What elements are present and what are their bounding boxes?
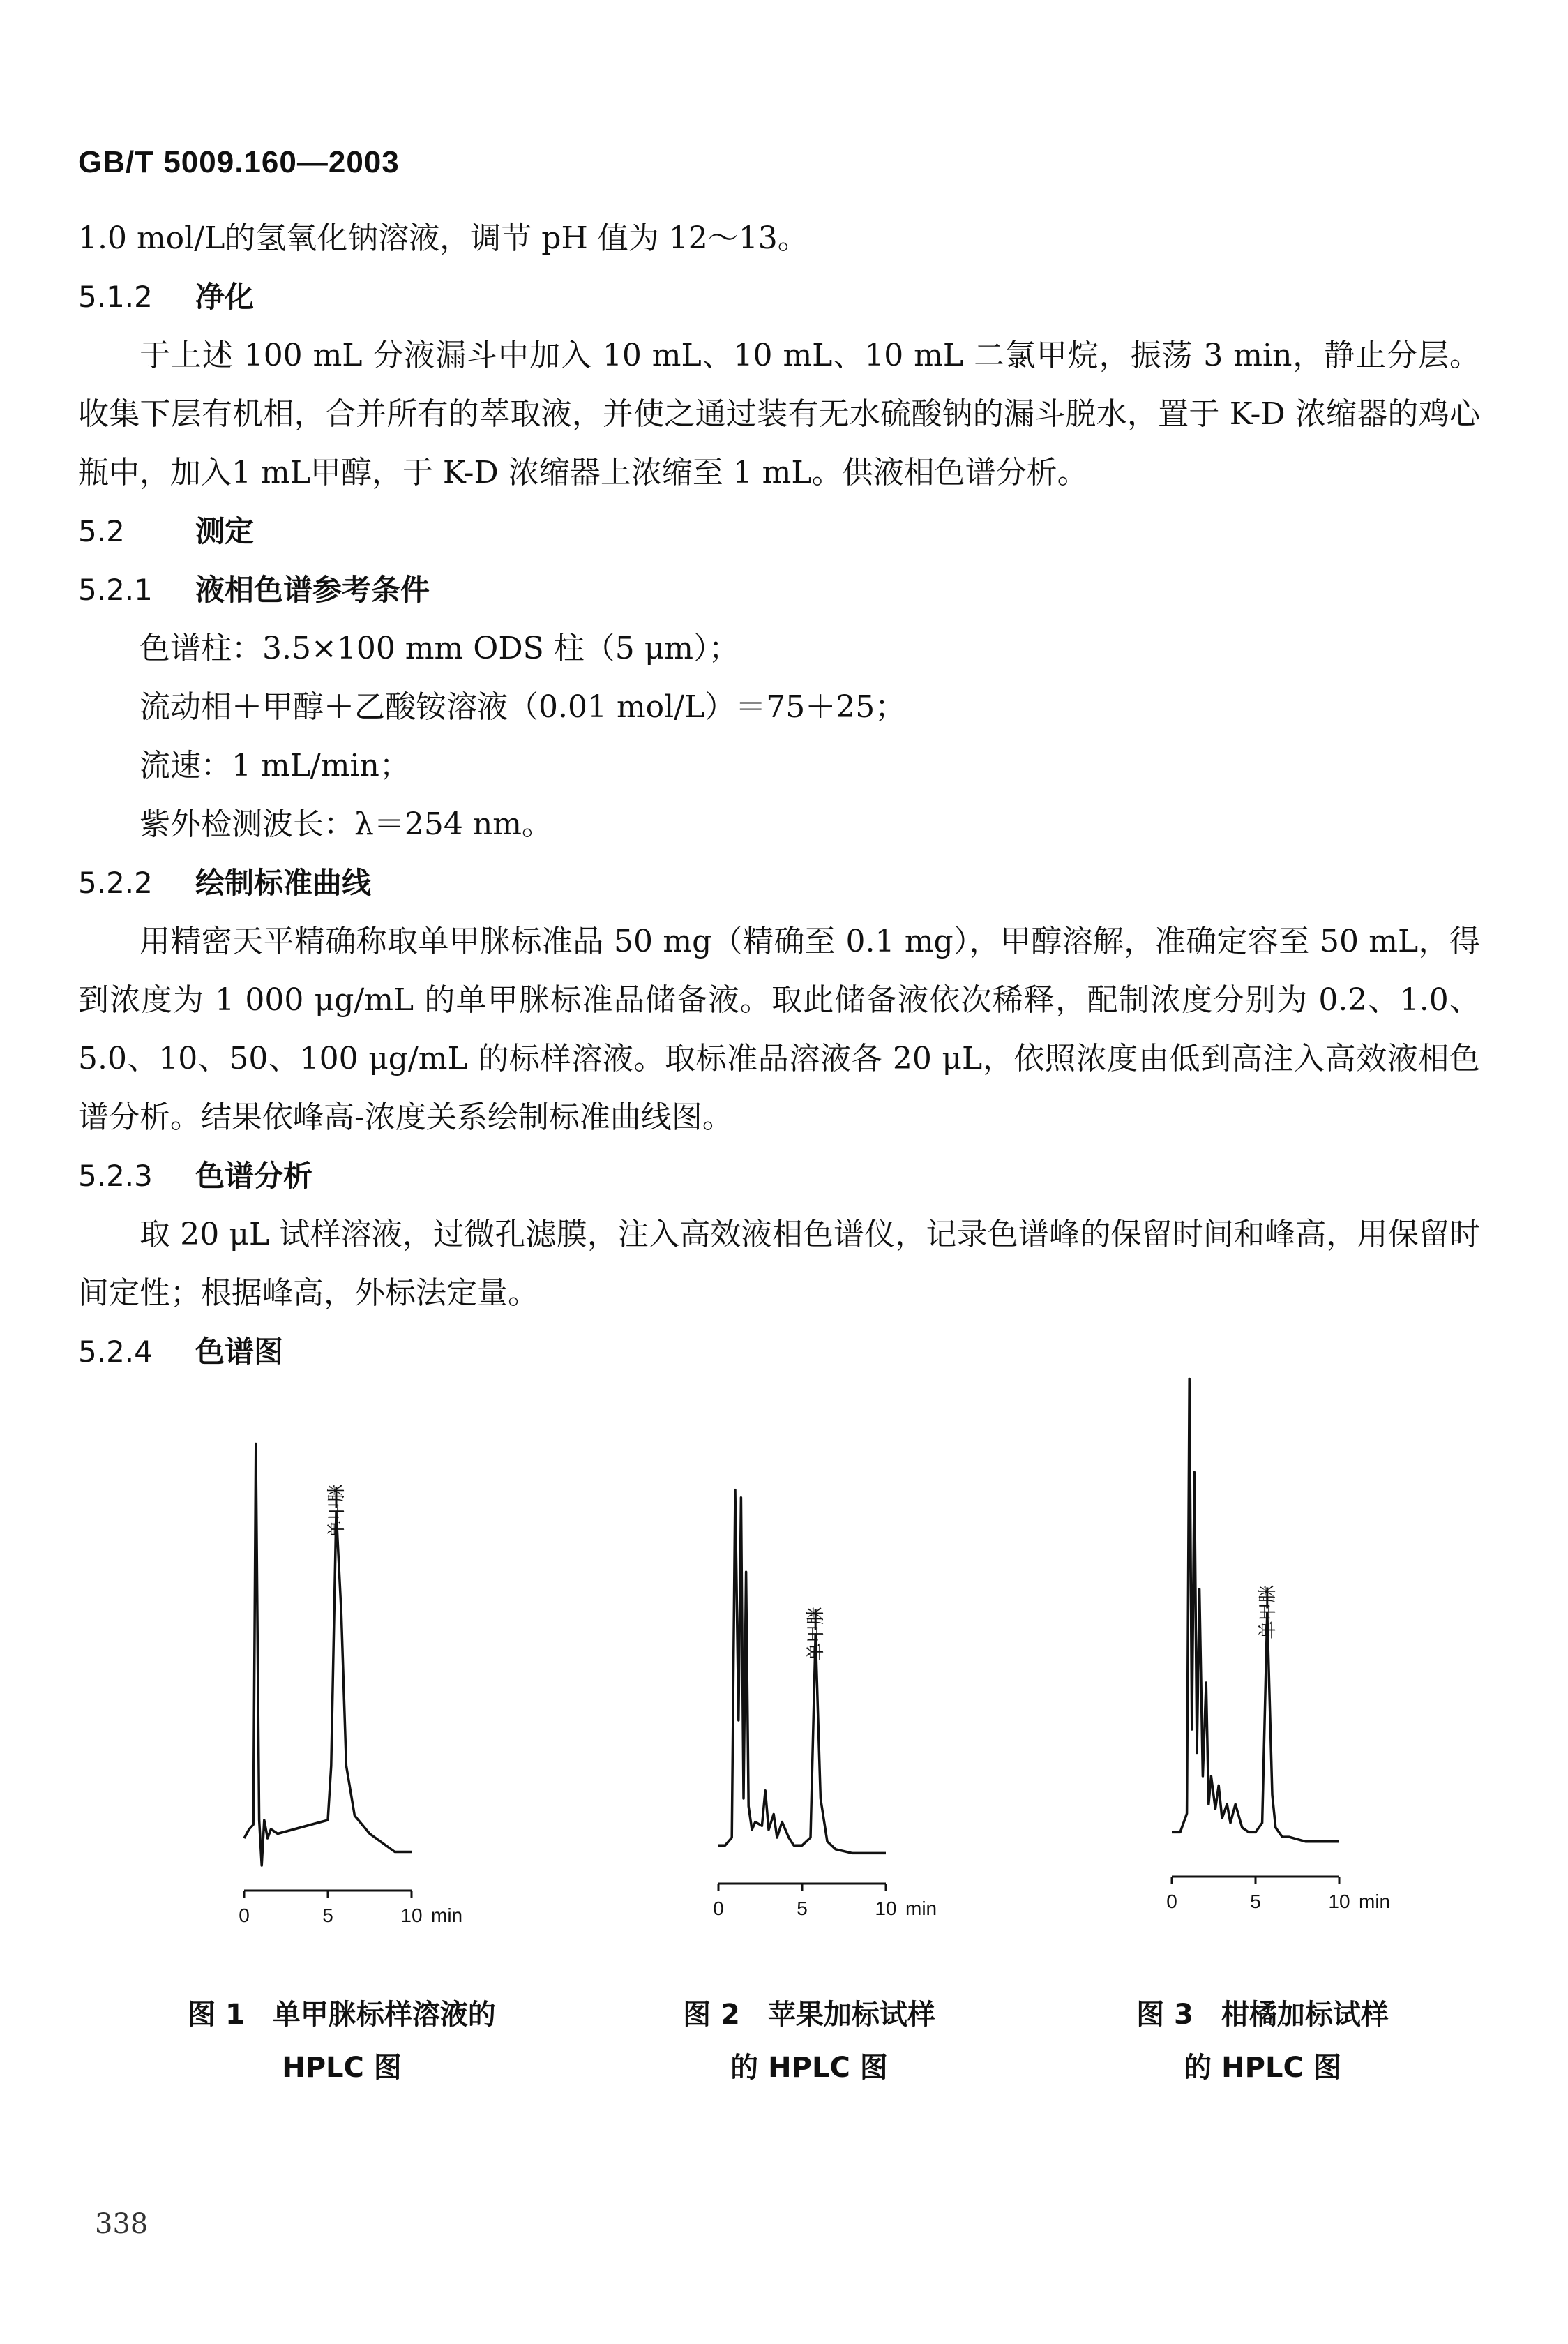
x-tick-label: 10: [875, 1898, 897, 1919]
x-tick-label: 0: [713, 1898, 724, 1919]
chromatogram-trace: [1172, 1379, 1339, 1842]
peak-label: 单甲脒: [1257, 1584, 1279, 1639]
paragraph-chromatographic-analysis: 取 20 μL 试样溶液，过微孔滤膜，注入高效液相色谱仪，记录色谱峰的保留时间和峰高，用保留时间定性；根据峰高，外标法定量。: [78, 1217, 1480, 1311]
section-title: 液相色谱参考条件: [195, 573, 430, 607]
figure-2-caption: [614, 1988, 1004, 2094]
paragraph-intro: 1.0 mol/L的氢氧化钠溶液，调节 pH 值为 12～13。: [78, 220, 808, 256]
figure-3-caption: [1067, 1988, 1458, 2094]
condition-flow-rate: 流速：1 mL/min；: [140, 748, 410, 783]
section-number: 5.2.2: [78, 866, 153, 900]
paragraph-purification: 于上述 100 mL 分液漏斗中加入 10 mL、10 mL、10 mL 二氯甲烷，振荡 3 min，静止分层。收集下层有机相，合并所有的萃取液，并使之通过装有无水硫酸钠的漏斗脱水，置于 K-D 浓缩器的鸡心瓶中，加入1 mL甲醇，于 K-D 浓缩器上浓缩至 1 mL。供液相色谱分析。: [78, 338, 1480, 490]
caption-line: HPLC 图: [282, 2052, 402, 2084]
x-unit-label: min: [431, 1904, 463, 1926]
caption-line: 的 HPLC 图: [1184, 2052, 1341, 2084]
x-unit-label: min: [1359, 1891, 1391, 1912]
section-number: 5.2.1: [78, 573, 153, 607]
section-number: 5.2: [78, 514, 125, 548]
section-title: 绘制标准曲线: [195, 866, 372, 900]
condition-column: 色谱柱：3.5×100 mm ODS 柱（5 μm）；: [140, 631, 740, 666]
section-title: 色谱分析: [195, 1159, 313, 1193]
figure-1-caption: [140, 1988, 544, 2094]
x-tick-label: 5: [797, 1898, 808, 1919]
peak-label: 单甲脒: [806, 1606, 827, 1661]
caption-line: 图 1 单甲脒标样溶液的: [188, 1999, 496, 2031]
section-number: 5.2.3: [78, 1159, 153, 1193]
section-number: 5.1.2: [78, 280, 153, 314]
x-tick-label: 5: [322, 1904, 333, 1926]
peak-label: 单甲脒: [326, 1484, 347, 1539]
x-tick-label: 10: [400, 1904, 423, 1926]
chromatogram-3-plot: [1151, 1325, 1391, 1932]
section-title: 色谱图: [195, 1335, 284, 1369]
caption-line: 图 3 柑橘加标试样: [1136, 1999, 1389, 2031]
x-tick-label: 5: [1250, 1891, 1261, 1912]
chromatogram-figures: [0, 1312, 1568, 2121]
chromatogram-trace: [718, 1490, 886, 1854]
section-5-2-2-heading: [78, 854, 1480, 912]
x-tick-label: 10: [1328, 1891, 1350, 1912]
section-5-1-2-heading: [78, 268, 1480, 326]
body-text: [78, 209, 1480, 1381]
x-tick-label: 0: [1166, 1891, 1177, 1912]
section-5-2-3-heading: [78, 1147, 1480, 1205]
page-number: 338: [95, 2208, 149, 2240]
chromatogram-2: [698, 1325, 937, 1939]
chromatogram-1: [223, 1325, 463, 1946]
condition-mobile-phase: 流动相＋甲醇＋乙酸铵溶液（0.01 mol/L）＝75＋25；: [140, 689, 906, 725]
section-5-2-heading: [78, 502, 1480, 561]
x-tick-label: 0: [239, 1904, 250, 1926]
caption-line: 图 2 苹果加标试样: [683, 1999, 935, 2031]
section-title: 净化: [195, 280, 255, 314]
chromatogram-2-plot: [698, 1325, 937, 1939]
section-5-2-1-heading: [78, 561, 1480, 619]
paragraph-standard-curve: 用精密天平精确称取单甲脒标准品 50 mg（精确至 0.1 mg），甲醇溶解，准确定容至 50 mL，得到浓度为 1 000 μg/mL 的单甲脒标准品储备液。取此储备液依次稀释，配制浓度分别为 0.2、1.0、5.0、10、50、100 μg/mL 的标样溶液。取标准品溶液各 20 μL，依照浓度由低到高注入高效液相色谱分析。结果依峰高-浓度关系绘制标准曲线图。: [78, 924, 1480, 1135]
section-number: 5.2.4: [78, 1335, 153, 1369]
condition-uv-wavelength: 紫外检测波长：λ＝254 nm。: [140, 806, 552, 842]
caption-line: 的 HPLC 图: [730, 2052, 888, 2084]
chromatogram-3: [1151, 1325, 1391, 1932]
standard-id: GB/T 5009.160—2003: [78, 145, 400, 179]
chromatogram-1-plot: [223, 1325, 463, 1946]
x-unit-label: min: [905, 1898, 937, 1919]
section-title: 测定: [195, 514, 255, 548]
